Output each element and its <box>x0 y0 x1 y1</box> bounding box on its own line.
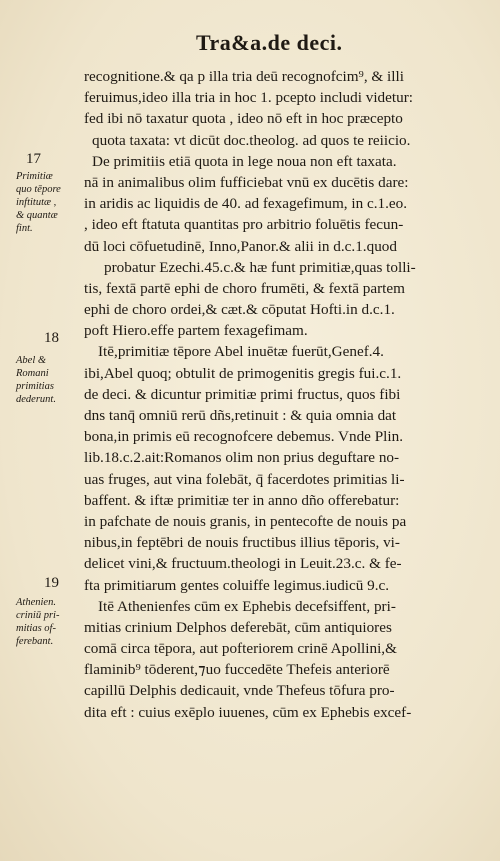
margin-note-line: Primitiæ <box>16 171 53 182</box>
margin-note-line: Athenien. <box>16 597 56 608</box>
text-line: quota taxata: vt dicūt doc.theolog. ad quos te reiicio. <box>92 131 411 149</box>
text-line: ephi de choro ordei,& cæt.& cōputat Hofti.in d.c.1. <box>84 301 395 319</box>
margin-note-line: Abel & <box>16 355 47 366</box>
text-line: lib.18.c.2.ait:Romanos olim non prius deguftare no- <box>84 449 400 467</box>
main-text-block <box>84 66 476 723</box>
margin-note-primitiae <box>16 170 82 235</box>
margin-note-line: & quantæ <box>16 210 58 221</box>
text-line: recognitione.& qa p illa tria deū recognofcim⁹, & illi <box>84 68 404 85</box>
margin-note-line: ferebant. <box>16 636 54 647</box>
text-line: dita eft : cuius exēplo iuuenes, cūm ex Ephebis excef- <box>84 703 412 721</box>
text-line: dū loci cōfuetudinē, Inno,Panor.& alii in d.c.1.quod <box>84 237 397 255</box>
running-header: Tra&a.de deci. <box>196 30 343 55</box>
text-line: in aridis ac liquidis de 40. ad fexagefimum, in c.1.eo. <box>84 195 408 213</box>
text-line: feruimus,ideo illa tria in hoc 1. pcepto includi videtur: <box>84 89 413 107</box>
text-line: flaminib⁹ tōderent,⁊uo fuccedēte Thefeis anteriorē <box>84 661 390 679</box>
section-number-19: 19 <box>44 575 59 591</box>
section-number-17: 17 <box>26 151 41 167</box>
margin-note-line: inftitutæ , <box>16 197 57 208</box>
margin-note-line: fint. <box>16 223 33 234</box>
margin-note-abel <box>16 354 82 406</box>
text-line: fta primitiarum gentes coluiffe legimus.iudicū 9.c. <box>84 576 390 594</box>
text-line: tis, fextā partē ephi de choro frumēti, & fextā partem <box>84 279 405 297</box>
section-number-18: 18 <box>44 330 59 346</box>
margin-note-line: Romani <box>16 368 49 379</box>
text-line: Itē,primitiæ tēpore Abel inuētæ fuerūt,Genef.4. <box>98 343 384 361</box>
margin-note-athenien <box>16 596 82 648</box>
text-line: mitias crinium Delphos deferebāt, cūm antiquiores <box>84 618 392 636</box>
text-line: probatur Ezechi.45.c.& hæ funt primitiæ,quas tolli- <box>104 258 416 276</box>
text-line: delicet vini,& fructuum.theologi in Leuit.23.c. & fe- <box>84 555 402 573</box>
text-line: capillū Delphis dedicauit, vnde Thefeus tōfura pro- <box>84 682 395 700</box>
text-line: ibi,Abel quoq; obtulit de primogenitis gregis fui.c.1. <box>84 364 402 382</box>
text-line: De primitiis etiā quota in lege noua non eft taxata. <box>92 152 397 170</box>
margin-note-line: primitias <box>16 381 54 392</box>
text-line: uas fruges, aut vina folebāt, q̄ facerdotes primitias li- <box>84 470 405 488</box>
margin-note-line: mitias of- <box>16 623 56 634</box>
text-line: comā circa tēpora, aut pofteriorem crinē Apollini,& <box>84 640 397 658</box>
margin-note-line: criniū pri- <box>16 610 60 621</box>
text-line: de deci. & dicuntur primitiæ primi fructus, quos fibi <box>84 385 401 403</box>
text-line: poft Hiero.effe partem fexagefimam. <box>84 322 308 340</box>
text-line: nibus,in feptēbri de nouis fructibus illius tēporis, vi- <box>84 534 400 552</box>
text-line: nā in animalibus olim fufficiebat vnū ex ducētis dare: <box>84 173 409 191</box>
text-line: bona,in primis eū recognofcere debemus. Vnde Plin. <box>84 428 403 446</box>
text-line: Itē Athenienfes cūm ex Ephebis decefsiffent, pri- <box>98 597 396 615</box>
margin-note-line: quo tēpore <box>16 184 61 195</box>
text-line: , ideo eft ftatuta quantitas pro arbitrio foluētis fecun- <box>84 216 404 234</box>
text-line: dns tanq̄ omniū rerū dñs,retinuit : & quia omnia dat <box>84 407 397 424</box>
text-line: fed ibi nō taxatur quota , ideo nō eft in hoc præcepto <box>84 110 403 128</box>
text-line: baffent. & iftæ primitiæ ter in anno dño offerebatur: <box>84 491 400 509</box>
margin-note-line: dederunt. <box>16 394 56 405</box>
text-line: in pafchate de nouis granis, in pentecofte de nouis pa <box>84 512 407 530</box>
